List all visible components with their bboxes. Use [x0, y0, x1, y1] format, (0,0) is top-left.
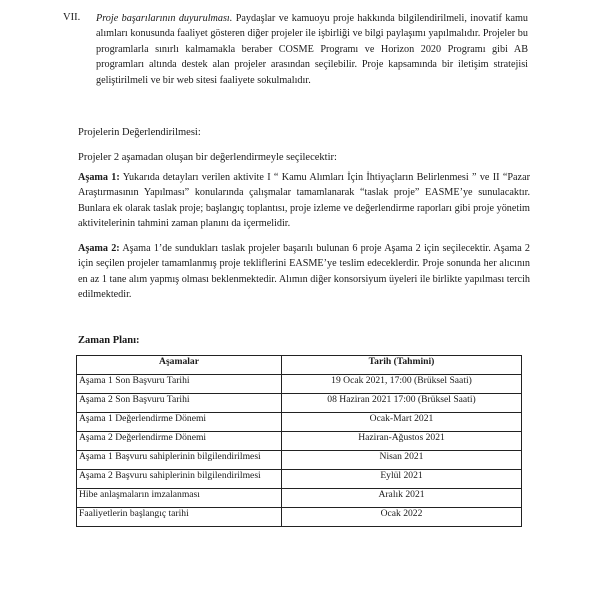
table-row [77, 470, 522, 489]
stage2-paragraph [78, 241, 530, 303]
stage-cell: Faaliyetlerin başlangıç tarihi [77, 508, 282, 527]
table-row [77, 432, 522, 451]
date-cell: 08 Haziran 2021 17:00 (Brüksel Saati) [282, 394, 522, 413]
stage-cell: Aşama 1 Değerlendirme Dönemi [77, 413, 282, 432]
schedule-table [76, 355, 522, 527]
stage2-label: Aşama 2: [78, 243, 120, 254]
stage-cell: Aşama 2 Başvuru sahiplerinin bilgilendirilmesi [77, 470, 282, 489]
stage-cell: Aşama 1 Başvuru sahiplerinin bilgilendirilmesi [77, 451, 282, 470]
table-row [77, 375, 522, 394]
section-numeral: VII. [63, 12, 81, 23]
evaluation-heading: Projelerin Değerlendirilmesi: [78, 127, 201, 138]
date-cell: 19 Ocak 2021, 17:00 (Brüksel Saati) [282, 375, 522, 394]
stage2-text: Aşama 1’de sundukları taslak projeler başarılı bulunan 6 proje Aşama 2 için seçilecektir. Aşama 2 için seçilen projeler tamamlanmış proje tekliflerini EASME’ye teslim edeceklerdir. Proje sonunda her alıcının en az 1 tane alım yapmış olması beklenmektedir. Alımın diğer konsorsiyum üyeleri ile birlikte yapılması tercih edilmektedir. [78, 243, 531, 301]
section-text: Paydaşlar ve kamuoyu proje hakkında bilgilendirilmeli, inovatif kamu alımları konusunda faaliyet gösteren diğer projeler ile işbirliği ve bilgi paylaşımı yapılmalıdır. Projeler bu programlarla sınırlı kalmamakla beraber COSME Programı ve Horizon 2020 Programı gibi AB programları altında destek alan projeler arasından seçilebilir. Proje kapsamında bir iletişim stratejisi geliştirilmeli ve bir web sitesi faaliyete sokulmalıdır. [96, 13, 528, 86]
table-header-row [77, 356, 522, 375]
stage-cell: Hibe anlaşmaların imzalanması [77, 489, 282, 508]
evaluation-intro: Projeler 2 aşamadan oluşan bir değerlendirmeyle seçilecektir: [78, 152, 337, 163]
column-header-stage: Aşamalar [77, 356, 282, 375]
schedule-heading: Zaman Planı: [78, 335, 140, 346]
table-row [77, 489, 522, 508]
stage1-paragraph [78, 170, 530, 232]
table-row [77, 394, 522, 413]
table-row [77, 451, 522, 470]
column-header-date: Tarih (Tahmini) [282, 356, 522, 375]
section-seven-paragraph [96, 11, 528, 88]
stage1-label: Aşama 1: [78, 172, 120, 183]
stage-cell: Aşama 2 Son Başvuru Tarihi [77, 394, 282, 413]
table-row [77, 508, 522, 527]
section-title: Proje başarılarının duyurulması. [96, 13, 233, 24]
date-cell: Aralık 2021 [282, 489, 522, 508]
date-cell: Ocak 2022 [282, 508, 522, 527]
date-cell: Haziran-Ağustos 2021 [282, 432, 522, 451]
table-row [77, 413, 522, 432]
stage1-text: Yukarıda detayları verilen aktivite I “ Kamu Alımları İçin İhtiyaçların Belirlenmesi ” ve II “Pazar Araştırmasının Yapılması” konularında çalışmalar tamamlanarak “taslak proje” EASME’ye sunulacaktır. Bunlara ek olarak taslak proje; başlangıç toplantısı, proje izleme ve değerlendirme raporları gibi proje yönetim aktivitelerinin tahmini zaman planını da içermelidir. [78, 172, 530, 230]
stage-cell: Aşama 2 Değerlendirme Dönemi [77, 432, 282, 451]
date-cell: Nisan 2021 [282, 451, 522, 470]
date-cell: Eylül 2021 [282, 470, 522, 489]
date-cell: Ocak-Mart 2021 [282, 413, 522, 432]
stage-cell: Aşama 1 Son Başvuru Tarihi [77, 375, 282, 394]
